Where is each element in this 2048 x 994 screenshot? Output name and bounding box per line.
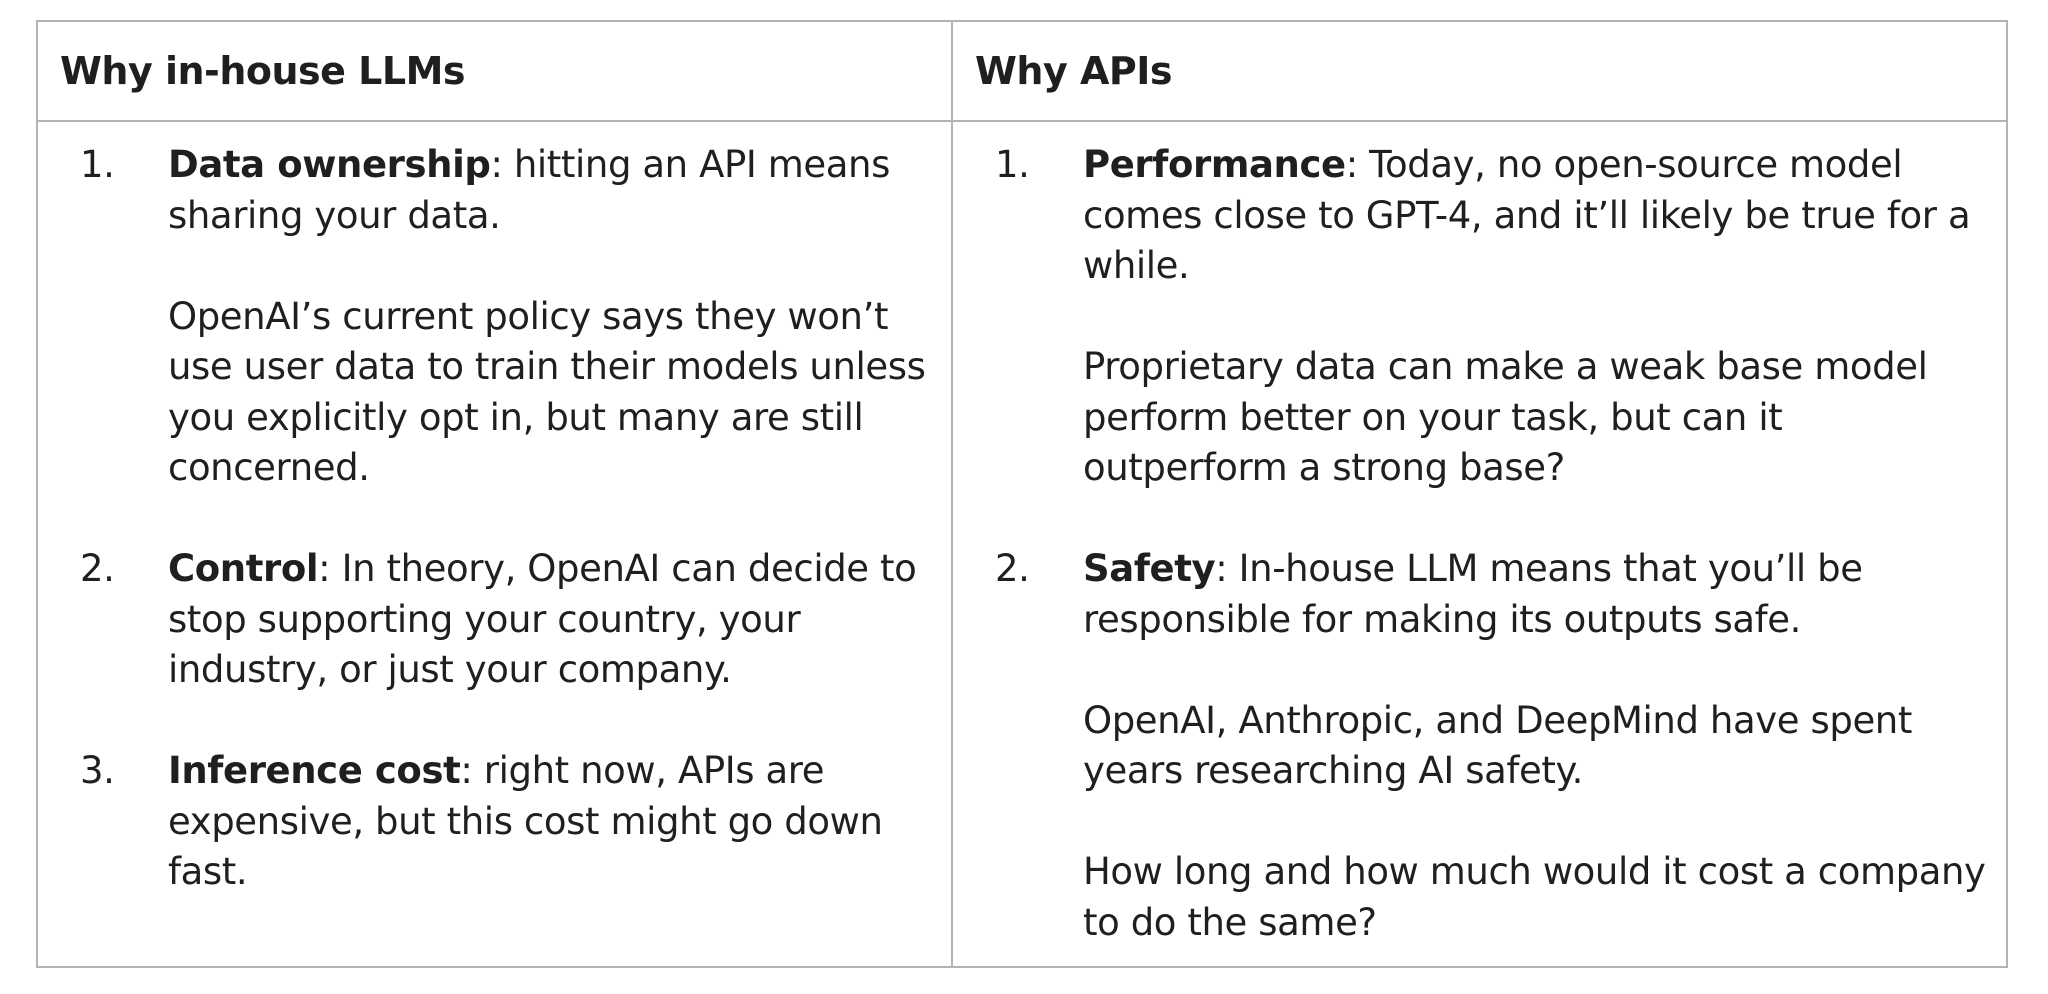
item-body <box>1083 544 2006 948</box>
comparison-table <box>36 20 2008 968</box>
item-body <box>168 746 951 898</box>
item-number: 2. <box>995 547 1030 590</box>
api-header: Why APIs <box>953 22 2006 122</box>
in-house-list <box>38 122 951 898</box>
item-body <box>1083 140 2006 494</box>
item-paragraph <box>168 746 933 898</box>
item-term: Inference cost <box>168 749 461 792</box>
item-paragraph <box>168 140 933 241</box>
item-paragraph <box>168 544 933 696</box>
item-term: Safety <box>1083 547 1216 590</box>
list-item <box>38 544 951 696</box>
list-item <box>953 544 2006 948</box>
item-number: 1. <box>80 143 115 186</box>
item-term: Data ownership <box>168 143 491 186</box>
item-text: : right now, APIs are expensive, but this cost might go down fast. <box>168 749 883 893</box>
list-item <box>953 140 2006 494</box>
item-number: 3. <box>80 749 115 792</box>
item-number: 2. <box>80 547 115 590</box>
item-text: : In theory, OpenAI can decide to stop supporting your country, your industry, or just your company. <box>168 547 917 691</box>
list-item <box>38 140 951 494</box>
item-number: 1. <box>995 143 1030 186</box>
api-column <box>953 22 2006 966</box>
item-extra-paragraph: Proprietary data can make a weak base model perform better on your task, but can it outperform a strong base? <box>1083 345 1928 489</box>
item-body <box>168 140 951 494</box>
list-item <box>38 746 951 898</box>
item-paragraph <box>1083 140 1988 292</box>
item-extra-paragraph: OpenAI’s current policy says they won’t use user data to train their models unless you explicitly opt in, but many are still concerned. <box>168 294 926 489</box>
item-text: : hitting an API means sharing your data. <box>168 143 890 237</box>
api-list <box>953 122 2006 948</box>
in-house-column <box>38 22 953 966</box>
in-house-header: Why in-house LLMs <box>38 22 951 122</box>
item-term: Performance <box>1083 143 1346 186</box>
item-extra-paragraph: OpenAI, Anthropic, and DeepMind have spent years researching AI safety. <box>1083 698 1912 792</box>
item-paragraph <box>1083 544 1988 645</box>
item-body <box>168 544 951 696</box>
item-term: Control <box>168 547 319 590</box>
item-extra-paragraph: How long and how much would it cost a company to do the same? <box>1083 850 1986 944</box>
item-text: : In-house LLM means that you’ll be responsible for making its outputs safe. <box>1083 547 1863 641</box>
item-text: : Today, no open-source model comes close to GPT-4, and it’ll likely be true for a while. <box>1083 143 1971 287</box>
